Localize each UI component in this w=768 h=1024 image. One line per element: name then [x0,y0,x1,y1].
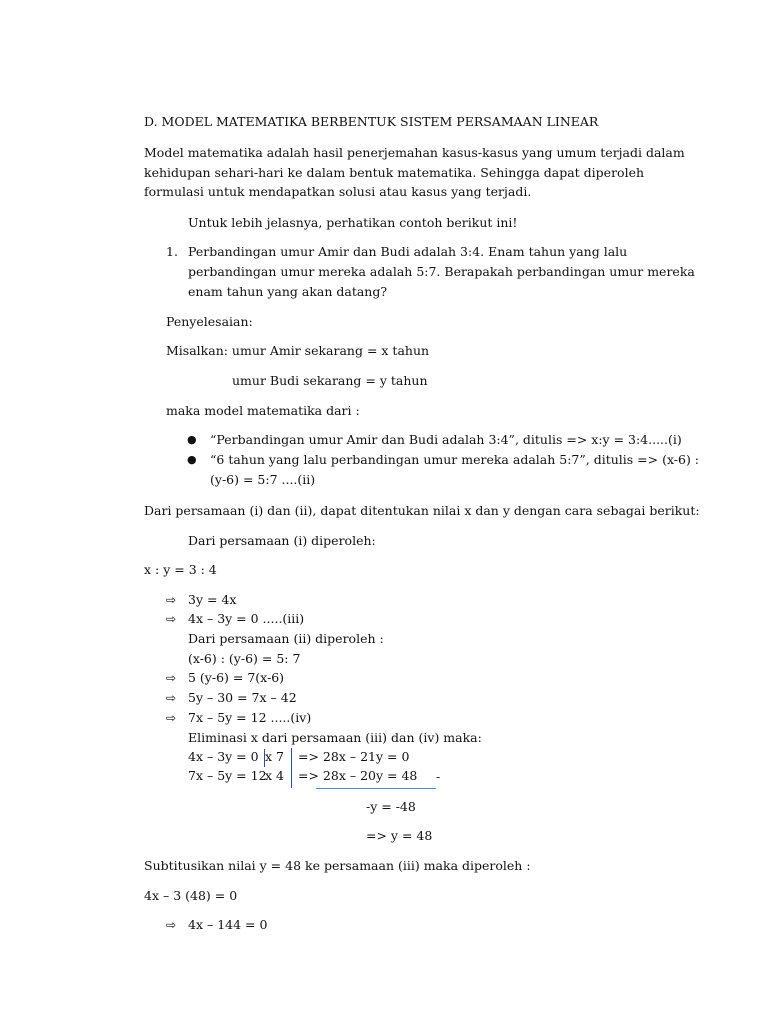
sub-equation: 4x – 3 (48) = 0 [144,888,238,903]
arrow-icon: ⇨ [166,671,177,685]
elim-eq-2: 7x – 5y = 12 [188,768,267,783]
neg-y-result: -y = -48 [366,799,416,814]
final-equation: 4x – 144 = 0 [188,917,268,932]
divider-line [291,748,292,788]
step-line: 3y = 4x [188,592,237,607]
y-value-result: => y = 48 [366,828,433,843]
arrow-icon: ⇨ [166,593,177,607]
bullet-2-line-2: (y-6) = 5:7 ....(ii) [210,472,316,487]
arrow-icon: ⇨ [166,711,177,725]
bullet-icon: ● [187,453,197,466]
step-line: Dari persamaan (ii) diperoleh : [188,631,384,646]
problem-line-3: enam tahun yang akan datang? [188,284,388,299]
minus-sign: - [436,769,441,784]
bullet-1-line-1: “Perbandingan umur Amir dan Budi adalah 3:4”, ditulis => x:y = 3:4.....(i) [210,432,682,447]
step-line: Eliminasi x dari persamaan (iii) dan (iv) maka: [188,730,482,745]
elim-mult-1: x 7 [265,749,284,764]
solution-label: Penyelesaian: [166,314,253,329]
problem-line-1: Perbandingan umur Amir dan Budi adalah 3:4. Enam tahun yang lalu [188,244,628,259]
intro-line-2: kehidupan sehari-hari ke dalam bentuk matematika. Sehingga dapat diperoleh [144,165,645,180]
step-line: 4x – 3y = 0 .....(iii) [188,611,305,626]
substitute-text: Subtitusikan nilai y = 48 ke persamaan (iii) maka diperoleh : [144,858,531,873]
problem-number: 1. [166,244,178,259]
from-i-text: Dari persamaan (i) diperoleh: [188,533,376,548]
step-line: 7x – 5y = 12 .....(iv) [188,710,312,725]
divider-line [264,749,265,767]
model-intro: maka model matematika dari : [166,403,360,418]
let-budi: umur Budi sekarang = y tahun [232,373,428,388]
section-heading: D. MODEL MATEMATIKA BERBENTUK SISTEM PERSAMAAN LINEAR [144,114,599,129]
step-line: 5y – 30 = 7x – 42 [188,690,297,705]
elim-result-2: => 28x – 20y = 48 [298,768,418,783]
ratio-equation: x : y = 3 : 4 [144,562,217,577]
elim-eq-1: 4x – 3y = 0 [188,749,259,764]
arrow-icon: ⇨ [166,918,177,932]
problem-line-2: perbandingan umur mereka adalah 5:7. Berapakah perbandingan umur mereka [188,264,695,279]
elim-result-1: => 28x – 21y = 0 [298,749,410,764]
step-line: (x-6) : (y-6) = 5: 7 [188,651,301,666]
bullet-2-line-1: “6 tahun yang lalu perbandingan umur mereka adalah 5:7”, ditulis => (x-6) : [210,452,700,467]
elim-mult-2: x 4 [265,768,284,783]
intro-line-1: Model matematika adalah hasil penerjemahan kasus-kasus yang umum terjadi dalam [144,145,685,160]
subtraction-line [316,788,436,789]
determine-text: Dari persamaan (i) dan (ii), dapat ditentukan nilai x dan y dengan cara sebagai berikut: [144,503,700,518]
step-line: 5 (y-6) = 7(x-6) [188,670,285,685]
intro-line-3: formulasi untuk mendapatkan solusi atau kasus yang terjadi. [144,184,532,199]
bullet-icon: ● [187,433,197,446]
arrow-icon: ⇨ [166,612,177,626]
example-intro: Untuk lebih jelasnya, perhatikan contoh berikut ini! [188,215,518,230]
arrow-icon: ⇨ [166,691,177,705]
let-amir: Misalkan: umur Amir sekarang = x tahun [166,343,430,358]
